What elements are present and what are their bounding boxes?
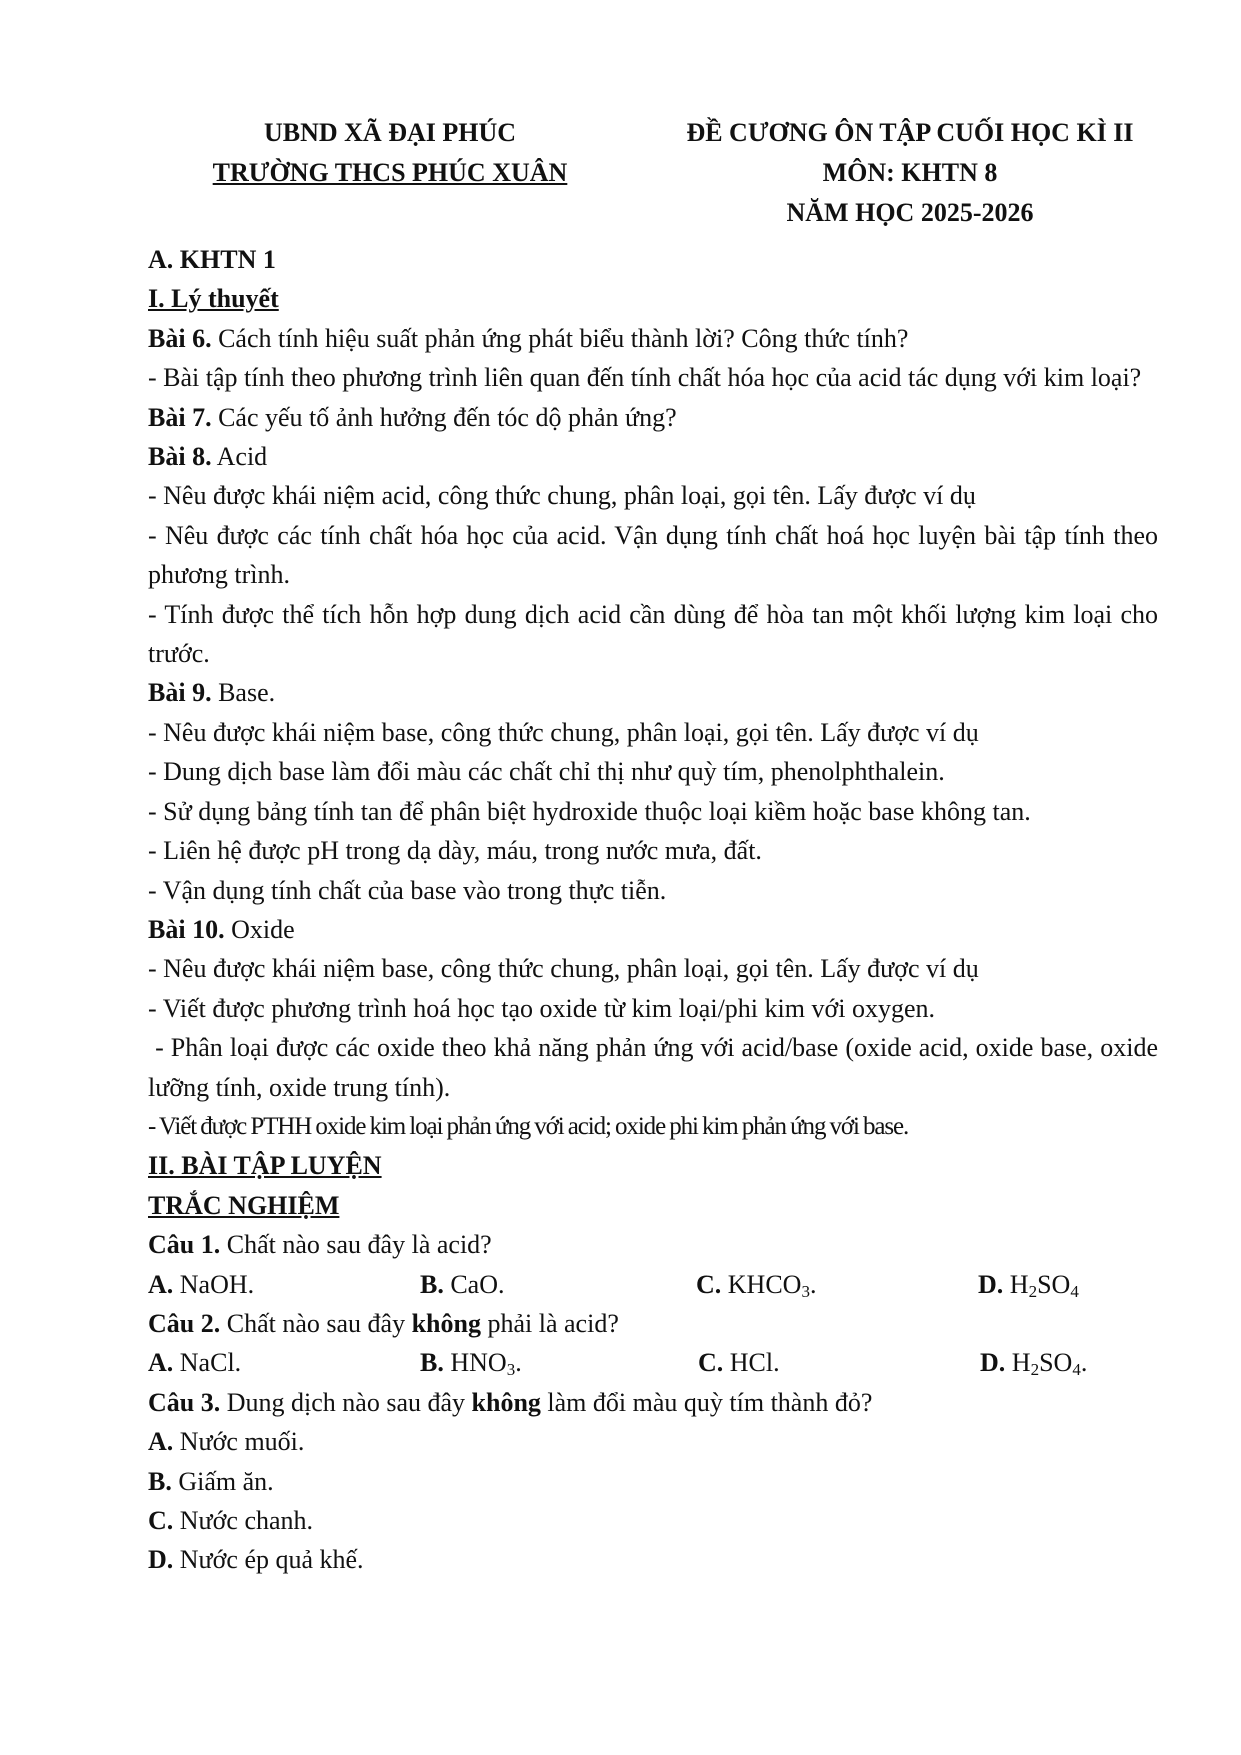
- option-text: Nước ép quả khế.: [173, 1545, 364, 1575]
- bai6-title: [148, 319, 1158, 358]
- document-body: [148, 240, 1165, 1580]
- cau3-emphasis: không: [471, 1387, 541, 1417]
- cau2-question: [148, 1304, 1158, 1343]
- cau3-label: Câu 3.: [148, 1387, 221, 1417]
- cau3-option-c: [148, 1501, 1158, 1540]
- subscript: 2: [1028, 1281, 1038, 1301]
- cau3-option-d: [148, 1540, 1158, 1579]
- subscript: 3: [801, 1281, 810, 1301]
- option-text: .: [809, 1269, 817, 1299]
- bai7-label: Bài 7.: [148, 402, 212, 432]
- option-label: C.: [696, 1269, 722, 1299]
- bai9-item: - Liên hệ được pH trong dạ dày, máu, trong nước mưa, đất.: [148, 836, 762, 866]
- option-text: .: [1080, 1348, 1088, 1378]
- bai6-label: Bài 6.: [148, 323, 212, 353]
- bai9-item: - Nêu được khái niệm base, công thức chung, phân loại, gọi tên. Lấy được ví dụ: [148, 717, 979, 747]
- option-text: NaCl.: [173, 1348, 242, 1378]
- option-text: Nước muối.: [173, 1427, 305, 1457]
- cau1-text: Chất nào sau đây là acid?: [220, 1230, 492, 1260]
- bai9-item: - Sử dụng bảng tính tan để phân biệt hydroxide thuộc loại kiềm hoặc base không tan.: [148, 796, 1031, 826]
- option-text: NaOH.: [173, 1269, 255, 1299]
- bai9-item: - Vận dụng tính chất của base vào trong thực tiễn.: [148, 875, 667, 905]
- option-text: HNO: [443, 1348, 507, 1378]
- cau2-emphasis: không: [411, 1308, 481, 1338]
- cau1-label: Câu 1.: [148, 1230, 221, 1260]
- option-text: KHCO: [721, 1269, 802, 1299]
- cau3-question: [148, 1383, 1158, 1422]
- bai9-item: - Dung dịch base làm đổi màu các chất chỉ thị như quỳ tím, phenolphthalein.: [148, 757, 945, 787]
- subscript: 2: [1030, 1360, 1040, 1380]
- header-subject: MÔN: KHTN 8: [822, 158, 998, 187]
- bai10-item: - Nêu được khái niệm base, công thức chung, phân loại, gọi tên. Lấy được ví dụ: [148, 954, 979, 984]
- bai10-item: - Viết được PTHH oxide kim loại phản ứng với acid; oxide phi kim phản ứng với base.: [148, 1112, 909, 1140]
- header-school: [160, 160, 620, 186]
- subscript: 4: [1072, 1360, 1081, 1380]
- option-label: B.: [148, 1466, 172, 1496]
- bai8-item: - Tính được thể tích hỗn hợp dung dịch acid cần dùng để hòa tan một khối lượng kim loại cho trước.: [148, 599, 1158, 669]
- bai10-title: [148, 910, 1158, 949]
- cau3-text: làm đổi màu quỳ tím thành đỏ?: [540, 1387, 873, 1417]
- option-text: CaO.: [443, 1269, 505, 1299]
- bai8-title: [148, 437, 1158, 476]
- bai7-title: [148, 398, 1158, 437]
- option-label: C.: [698, 1348, 724, 1378]
- option-label: B.: [420, 1348, 444, 1378]
- option-label: D.: [148, 1545, 174, 1575]
- cau3-text: Dung dịch nào sau đây: [220, 1387, 472, 1417]
- cau1-options: [148, 1265, 1158, 1304]
- section-a-heading: A. KHTN 1: [148, 245, 276, 274]
- cau3-option-a: [148, 1422, 1158, 1461]
- option-text: SO: [1039, 1348, 1073, 1378]
- option-label: D.: [980, 1348, 1006, 1378]
- bai7-text: Các yếu tố ảnh hưởng đến tóc dộ phản ứng?: [211, 402, 677, 432]
- header-authority: UBND XÃ ĐẠI PHÚC: [263, 118, 517, 147]
- option-label: B.: [420, 1269, 444, 1299]
- cau1-question: [148, 1225, 1158, 1264]
- option-label: D.: [978, 1269, 1004, 1299]
- cau2-option-b: [420, 1343, 698, 1382]
- bai10-item: - Phân loại được các oxide theo khả năng phản ứng với acid/base (oxide acid, oxide base, oxide lưỡng tính, oxide trung tính).: [148, 1033, 1165, 1102]
- multiple-choice-heading: TRẮC NGHIỆM: [148, 1190, 340, 1220]
- bai10-text: Oxide: [224, 914, 295, 944]
- bai8-text: Acid: [211, 442, 268, 472]
- cau2-text: phải là acid?: [480, 1308, 619, 1338]
- bai9-label: Bài 9.: [148, 678, 212, 708]
- option-text: SO: [1037, 1269, 1071, 1299]
- option-text: HCl.: [723, 1348, 780, 1378]
- cau2-label: Câu 2.: [148, 1308, 221, 1338]
- bai8-item: - Nêu được các tính chất hóa học của acid. Vận dụng tính chất hoá học luyện bài tập tính theo phương trình.: [148, 520, 1158, 590]
- option-label: C.: [148, 1506, 174, 1535]
- cau2-text: Chất nào sau đây: [220, 1308, 412, 1338]
- cau1-option-c: [696, 1265, 978, 1304]
- bai8-item: - Nêu được khái niệm acid, công thức chung, phân loại, gọi tên. Lấy được ví dụ: [148, 481, 976, 511]
- option-label: A.: [148, 1348, 174, 1378]
- option-label: A.: [148, 1269, 174, 1299]
- bai6-item: - Bài tập tính theo phương trình liên quan đến tính chất hóa học của acid tác dụng với kim loại?: [148, 363, 1142, 393]
- option-label: A.: [148, 1427, 174, 1457]
- option-text: Nước chanh.: [173, 1506, 314, 1535]
- option-text: H: [1003, 1269, 1029, 1299]
- cau1-option-a: [148, 1265, 420, 1304]
- theory-heading: I. Lý thuyết: [148, 284, 279, 314]
- header-doc-title: ĐỀ CƯƠNG ÔN TẬP CUỐI HỌC KÌ II: [686, 118, 1134, 147]
- cau1-option-d: [978, 1265, 1079, 1304]
- option-text: H: [1005, 1348, 1031, 1378]
- cau3-option-b: [148, 1462, 1158, 1501]
- bai6-text: Cách tính hiệu suất phản ứng phát biểu thành lời? Công thức tính?: [211, 323, 909, 353]
- bai10-item: - Viết được phương trình hoá học tạo oxide từ kim loại/phi kim với oxygen.: [148, 993, 935, 1023]
- cau2-option-a: [148, 1343, 420, 1382]
- bai8-label: Bài 8.: [148, 442, 212, 472]
- bai10-label: Bài 10.: [148, 914, 225, 944]
- header-school-text: TRƯỜNG THCS PHÚC XUÂN: [212, 158, 568, 187]
- bai9-text: Base.: [211, 678, 276, 708]
- cau1-option-b: [420, 1265, 696, 1304]
- cau2-options: [148, 1343, 1158, 1382]
- exercise-heading: II. BÀI TẬP LUYỆN: [148, 1151, 382, 1181]
- bai9-title: [148, 673, 1158, 712]
- cau2-option-c: [698, 1343, 980, 1382]
- header-school-year: NĂM HỌC 2025-2026: [786, 198, 1034, 227]
- subscript: 3: [506, 1360, 516, 1380]
- option-text: .: [515, 1348, 522, 1378]
- subscript: 4: [1070, 1281, 1079, 1301]
- option-text: Giấm ăn.: [171, 1466, 274, 1496]
- cau2-option-d: [980, 1343, 1087, 1382]
